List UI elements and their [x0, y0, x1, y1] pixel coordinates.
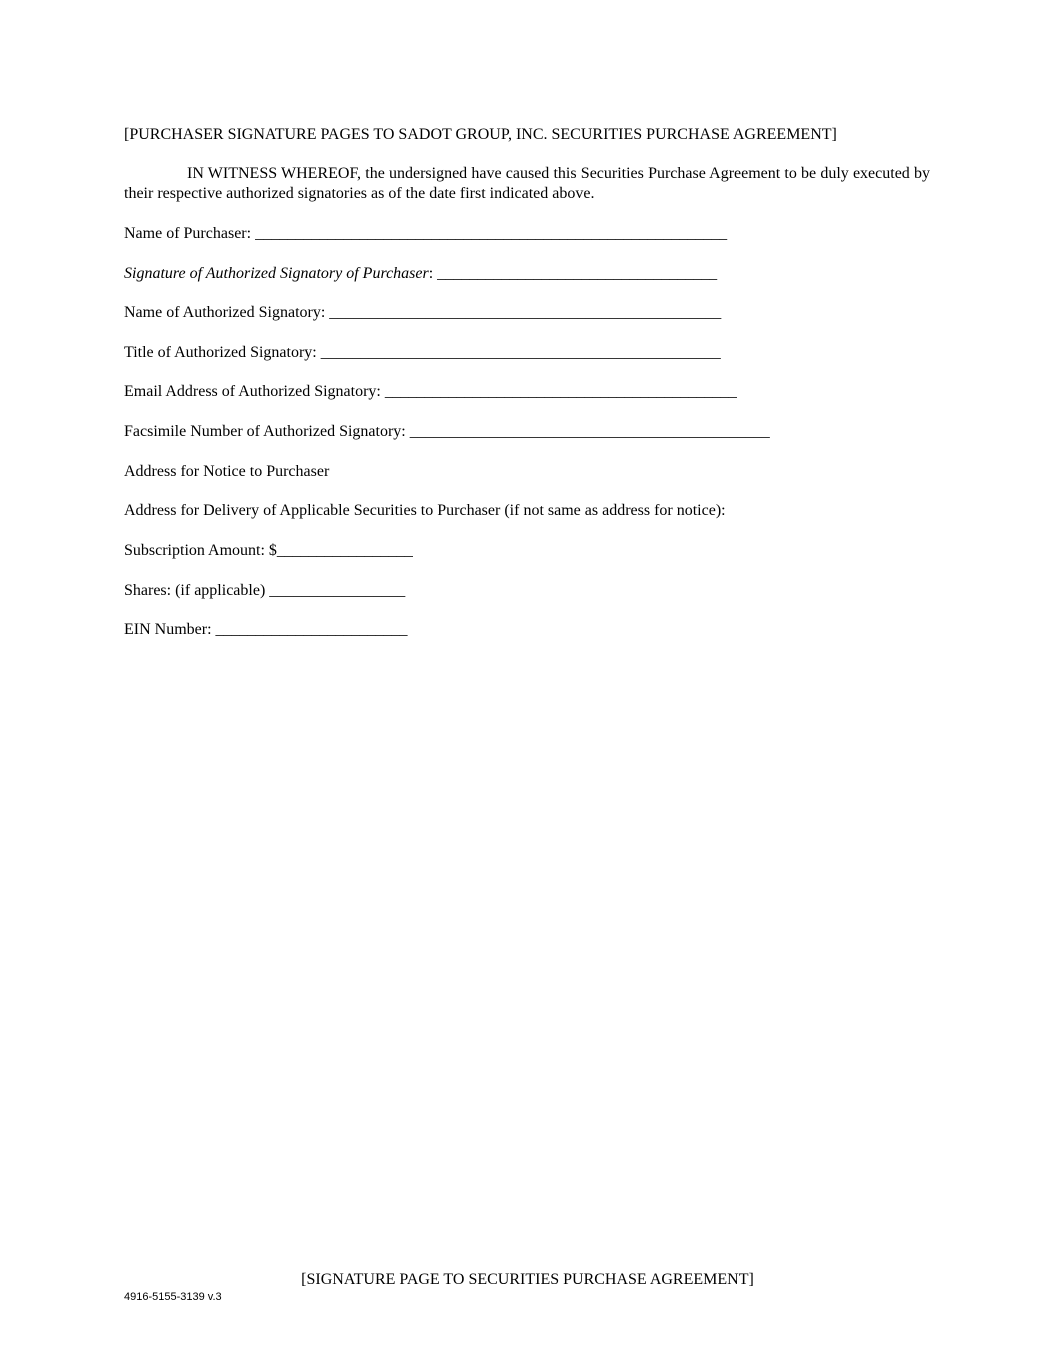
signature-blank: : ___________________________________	[428, 265, 718, 282]
ein-number-field: EIN Number: ________________________	[124, 621, 408, 638]
document-id: 4916-5155-3139 v.3	[124, 1291, 222, 1303]
address-notice-label: Address for Notice to Purchaser	[124, 463, 330, 480]
subscription-amount-field: Subscription Amount: $_________________	[124, 542, 413, 559]
name-of-signatory-field: Name of Authorized Signatory: _________________________________________________	[124, 304, 722, 321]
footer-title: [SIGNATURE PAGE TO SECURITIES PURCHASE AGREEMENT]	[301, 1271, 754, 1288]
email-of-signatory-field: Email Address of Authorized Signatory: ____________________________________________	[124, 383, 737, 400]
name-of-purchaser-field: Name of Purchaser: ___________________________________________________________	[124, 225, 728, 242]
title-of-signatory-field: Title of Authorized Signatory: __________________________________________________	[124, 344, 721, 361]
fax-of-signatory-field: Facsimile Number of Authorized Signatory: _____________________________________________	[124, 423, 770, 440]
signature-field	[124, 264, 717, 284]
witness-paragraph: IN WITNESS WHEREOF, the undersigned have caused this Securities Purchase Agreement to be duly executed by their respective authorized signatories as of the date first indicated above.	[124, 165, 930, 202]
signature-label: Signature of Authorized Signatory of Purchaser	[124, 265, 429, 282]
shares-field: Shares: (if applicable) _________________	[124, 582, 406, 599]
page-heading: [PURCHASER SIGNATURE PAGES TO SADOT GROUP, INC. SECURITIES PURCHASE AGREEMENT]	[124, 126, 837, 143]
address-delivery-label: Address for Delivery of Applicable Securities to Purchaser (if not same as address for notice):	[124, 502, 726, 519]
